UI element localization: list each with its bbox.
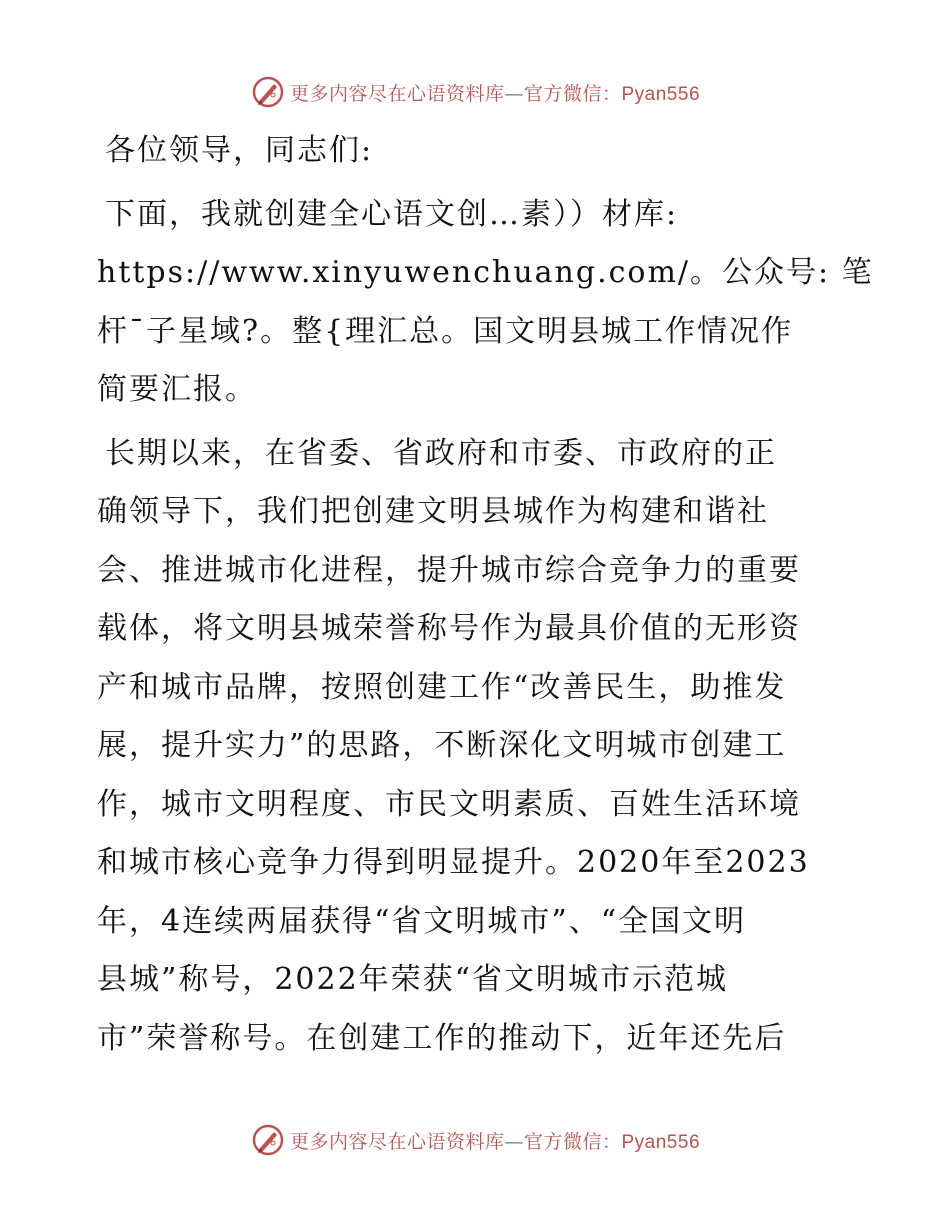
intro-line: 杆¯子星域?。整{理汇总。国文明县城工作情况作 xyxy=(97,313,794,349)
body-line: 市”荣誉称号。在创建工作的推动下，近年还先后 xyxy=(97,1020,787,1056)
watermark-main: 更多内容尽在心语资料库 xyxy=(289,1130,505,1153)
document-body xyxy=(97,122,874,1068)
body-line: 载体，将文明县城荣誉称号作为最具价值的无形资 xyxy=(97,611,801,646)
footer-watermark xyxy=(0,1120,950,1160)
watermark-text xyxy=(290,79,700,106)
body-line: 展，提升实力”的思路，不断深化文明城市创建工 xyxy=(97,728,787,763)
intro-line: 下面，我就创建全心语文创…素））材库: xyxy=(105,196,679,232)
greeting-paragraph: 各位领导，同志们: xyxy=(105,133,374,168)
body-line: 年，4连续两届获得“省文明城市”、“全国文明 xyxy=(97,903,747,939)
watermark-dash: — xyxy=(504,82,524,105)
watermark-handle: Pyan556 xyxy=(621,1131,701,1153)
body-paragraph xyxy=(97,425,857,1069)
body-line: 长期以来，在省委、省政府和市委、市政府的正 xyxy=(105,435,777,471)
header-watermark xyxy=(0,72,950,112)
watermark-wechat-label: 官方微信： xyxy=(523,1130,622,1153)
intro-paragraph xyxy=(97,186,874,420)
pen-logo-icon xyxy=(250,1122,286,1158)
body-line: 会、推进城市化进程，提升城市综合竞争力的重要 xyxy=(97,552,801,588)
body-line: 县城”称号，2022年荣获“省文明城市示范城 xyxy=(97,962,729,997)
watermark-handle: Pyan556 xyxy=(621,83,701,105)
intro-line: https://www.xinyuwenchuang.com/。公众号: 笔 xyxy=(97,255,874,290)
watermark-wechat-label: 官方微信： xyxy=(523,82,622,105)
body-line: 作，城市文明程度、市民文明素质、百姓生活环境 xyxy=(97,786,801,822)
watermark-text xyxy=(290,1127,700,1154)
watermark-main: 更多内容尽在心语资料库 xyxy=(289,82,505,105)
pen-logo-icon xyxy=(250,74,286,110)
intro-line: 简要汇报。 xyxy=(97,372,257,407)
body-line: 和城市核心竞争力得到明显提升。2020年至2023 xyxy=(97,845,810,880)
body-line: 产和城市品牌，按照创建工作“改善民生，助推发 xyxy=(97,669,787,705)
watermark-dash: — xyxy=(504,1130,524,1153)
body-line: 确领导下，我们把创建文明县城作为构建和谐社 xyxy=(97,494,769,529)
